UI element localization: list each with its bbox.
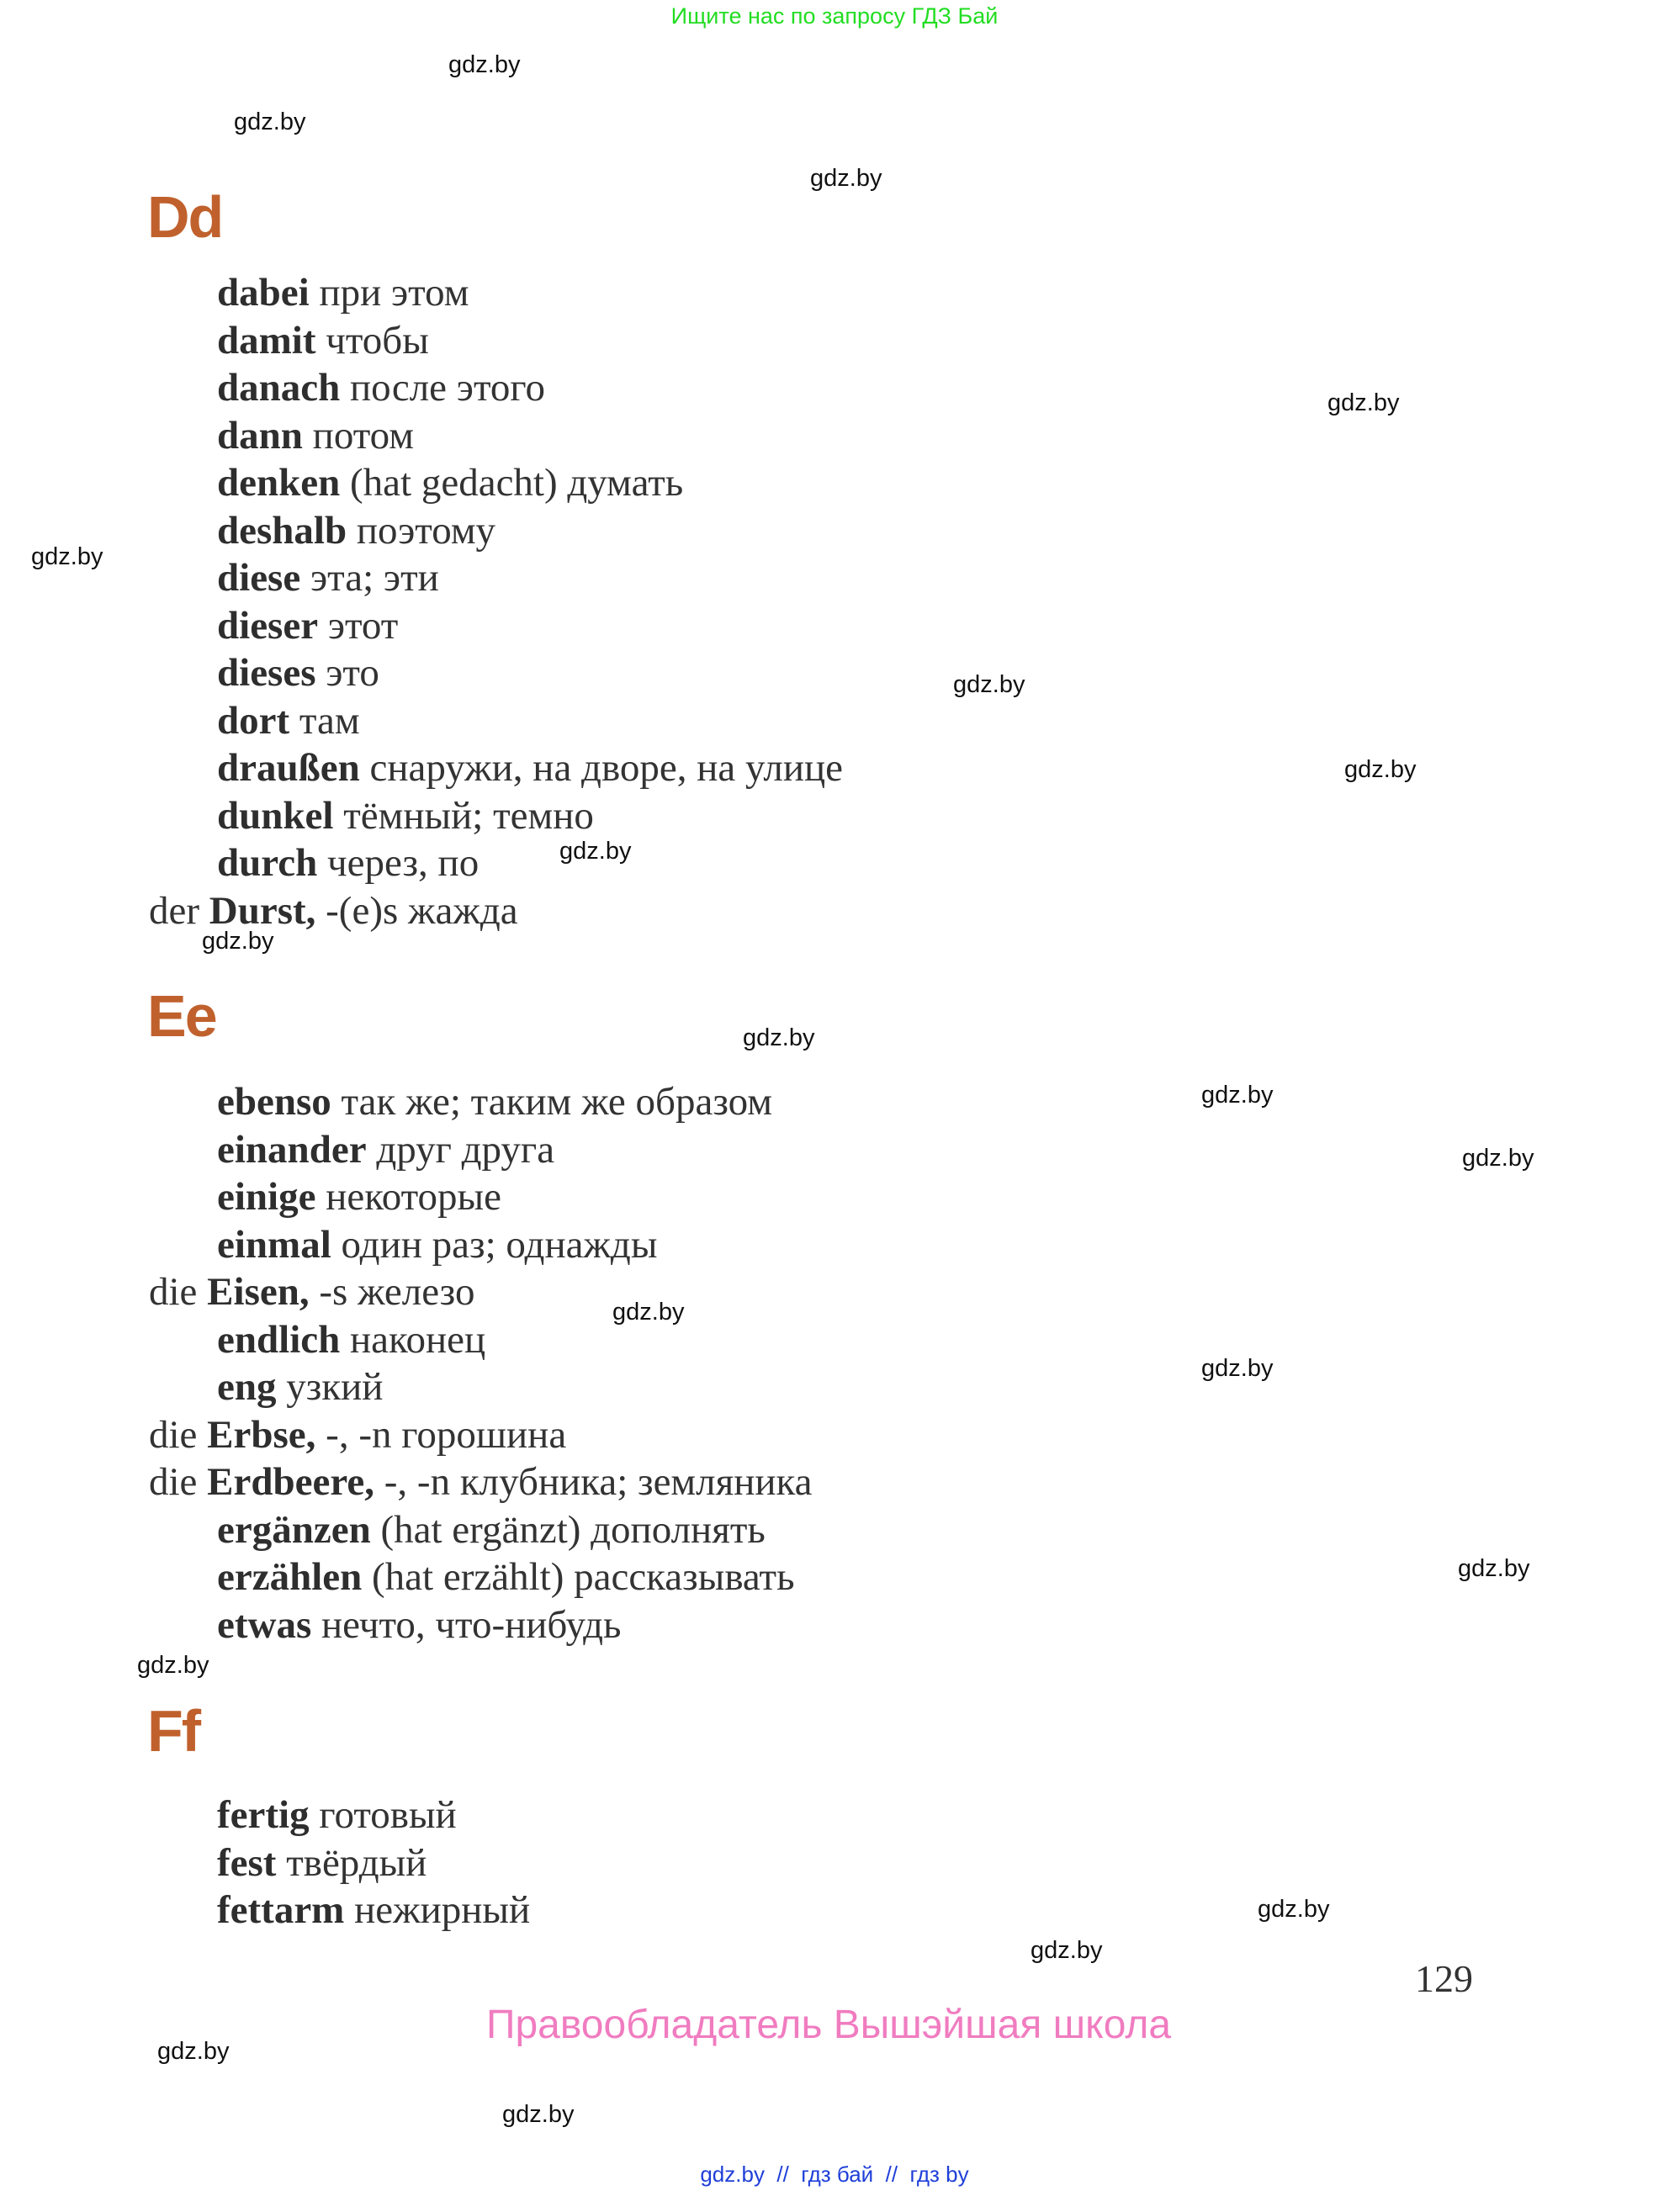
list-item [149,317,843,365]
entry-translation: там [289,698,360,743]
list-item [149,269,843,317]
entry-headword: dieses [217,651,316,695]
entry-headword: ebenso [217,1080,331,1124]
list-item [149,792,843,840]
list-item [149,1173,813,1221]
list-item [149,1221,813,1269]
entry-translation: (hat erzählt) рассказывать [362,1555,795,1599]
watermark: gdz.by [502,2101,575,2128]
entry-article: der [149,888,209,933]
watermark: gdz.by [1201,1355,1274,1382]
entry-translation: снаружи, на дворе, на улице [359,746,844,790]
watermark: gdz.by [1344,756,1417,783]
entry-translation: поэтому [347,508,496,553]
entry-headword: etwas [217,1602,312,1647]
entry-translation: тёмный; темно [333,793,594,838]
list-item [149,1601,813,1649]
entry-translation: это [315,651,379,695]
watermark: gdz.by [953,671,1025,698]
entry-translation: при этом [309,271,469,315]
entry-translation: чтобы [315,318,429,362]
entry-translation: (hat ergänzt) дополнять [370,1507,766,1552]
list-item [149,412,843,460]
entry-article: die [149,1270,208,1314]
list-item [149,1553,813,1601]
entry-translation: после этого [340,366,545,410]
entry-headword: Erbse, [207,1412,316,1457]
section-letter-f: Ff [147,1698,200,1764]
entry-headword: fest [217,1840,277,1885]
entry-headword: einander [217,1127,367,1172]
watermark: gdz.by [202,928,274,955]
entry-article: die [149,1460,208,1504]
list-item [149,1458,813,1506]
entry-headword: fettarm [217,1888,345,1932]
list-item [149,507,843,555]
entry-translation: через, по [317,841,480,885]
watermark: gdz.by [1327,389,1400,416]
entry-headword: damit [217,318,316,362]
list-item [149,1839,530,1887]
entry-translation: один раз; однажды [331,1222,658,1267]
entry-translation: узкий [276,1365,384,1409]
entry-translation: (hat gedacht) думать [340,461,684,505]
watermark: gdz.by [559,838,632,865]
section-letter-e: Ee [147,983,216,1049]
list-item [149,1316,813,1364]
entry-translation: наконец [340,1317,486,1362]
list-item [149,1887,530,1934]
entry-translation: -s железо [309,1270,475,1314]
entry-translation: друг друга [366,1127,555,1172]
entry-translation: нежирный [344,1888,531,1932]
watermark: gdz.by [137,1652,209,1679]
list-item [149,1268,813,1316]
entry-headword: Erdbeere, [207,1460,375,1504]
search-banner: Ищите нас по запросу ГДЗ Бай [670,3,999,29]
list-item [149,887,843,935]
entry-headword: Durst, [209,888,316,933]
entry-translation: потом [302,413,414,458]
entry-headword: dieser [217,603,319,648]
watermark: gdz.by [612,1299,685,1326]
list-item [149,364,843,412]
entry-translation: нечто, что-нибудь [311,1602,622,1647]
entry-headword: fertig [217,1793,310,1837]
entry-headword: durch [217,841,318,885]
list-item [149,744,843,792]
entry-translation: некоторые [315,1175,501,1219]
entry-translation: -, -n клубника; земляника [374,1460,813,1504]
watermark: gdz.by [1258,1896,1330,1923]
list-item [149,602,843,650]
section-letter-d: Dd [147,184,223,250]
entry-headword: erzählen [217,1555,363,1599]
entry-headword: denken [217,461,341,505]
watermark: gdz.by [157,2038,230,2065]
list-item [149,1791,530,1839]
list-item [149,459,843,507]
entry-translation: так же; таким же образом [331,1080,772,1124]
entry-headword: Eisen, [207,1270,310,1314]
list-item [149,1411,813,1459]
list-item [149,1126,813,1174]
entry-article: die [149,1412,208,1457]
entry-headword: eng [217,1365,277,1409]
entry-headword: ergänzen [217,1507,371,1552]
watermark: gdz.by [234,108,306,135]
entry-headword: danach [217,366,341,410]
entry-headword: dabei [217,271,310,315]
list-item [149,697,843,745]
entry-translation: -(e)s жажда [315,888,518,933]
vocabulary-list-d [149,269,843,934]
list-item [149,649,843,697]
watermark: gdz.by [1458,1555,1530,1582]
entry-translation: готовый [309,1793,457,1837]
watermark: gdz.by [1031,1937,1103,1964]
entry-translation: твёрдый [276,1840,427,1885]
entry-headword: endlich [217,1317,341,1362]
entry-headword: deshalb [217,508,347,553]
entry-headword: dann [217,413,303,458]
watermark: gdz.by [1462,1145,1534,1172]
entry-headword: dunkel [217,793,334,838]
list-item [149,839,843,887]
watermark: gdz.by [1201,1082,1274,1109]
list-item [149,1078,813,1126]
list-item [149,1363,813,1411]
entry-headword: diese [217,556,301,600]
entry-headword: einmal [217,1222,331,1267]
watermark: gdz.by [448,51,521,78]
list-item [149,554,843,602]
entry-translation: эта; эти [300,556,439,600]
entry-headword: dort [217,698,290,743]
copyright-notice: Правообладатель Вышэйшая школа [485,2003,1172,2047]
entry-translation: этот [318,603,399,648]
footer-links[interactable]: gdz.by // гдз бай // гдз by [700,2162,969,2187]
page-number: 129 [1415,1957,1473,2000]
vocabulary-list-e [149,1078,813,1648]
vocabulary-list-f [149,1791,530,1934]
watermark: gdz.by [31,543,103,570]
entry-headword: einige [217,1175,316,1219]
entry-headword: draußen [217,746,360,790]
list-item [149,1506,813,1554]
watermark: gdz.by [743,1024,815,1051]
watermark: gdz.by [810,165,882,192]
entry-translation: -, -n горошина [315,1412,567,1457]
